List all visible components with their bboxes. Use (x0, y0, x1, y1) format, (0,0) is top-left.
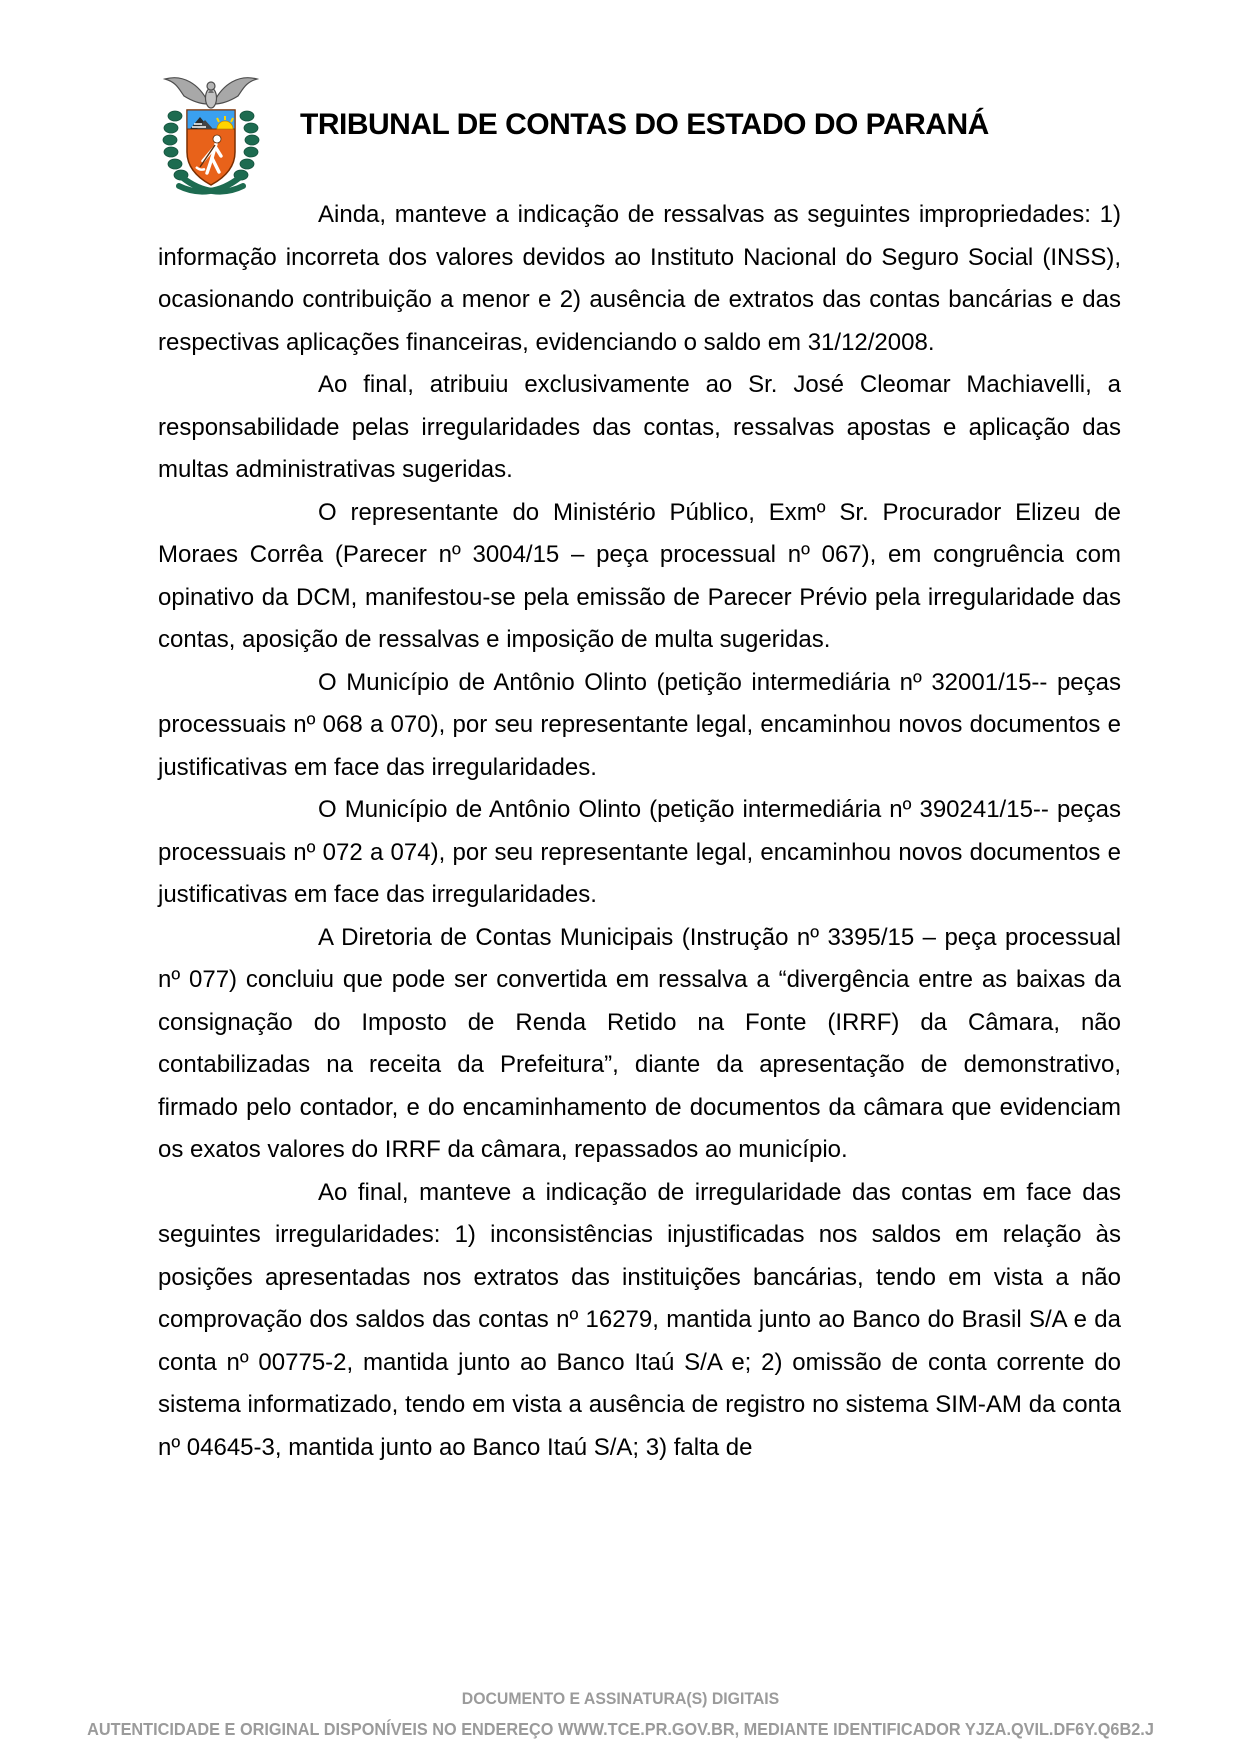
paragraph: Ainda, manteve a indicação de ressalvas as seguintes impropriedades: 1) informação incorreta dos valores devidos ao Instituto Nacional do Seguro Social (INSS), ocasionando contribuição a menor e 2) ausência de extratos das contas bancárias e das respectivas aplicações financeiras, evidenciando o saldo em 31/12/2008. (158, 201, 1121, 356)
page-title: TRIBUNAL DE CONTAS DO ESTADO DO PARANÁ (300, 108, 989, 141)
paragraph: Ao final, manteve a indicação de irregularidade das contas em face das seguintes irregularidades: 1) inconsistências injustificadas nos saldos em relação às posições apresentadas nos extratos das instituições bancárias, tendo em vista a não comprovação dos saldos das contas nº 16279, mantida junto ao Banco do Brasil S/A e da conta nº 00775-2, mantida junto ao Banco Itaú S/A e; 2) omissão de conta corrente do sistema informatizado, tendo em vista a ausência de registro no sistema SIM-AM da conta nº 04645-3, mantida junto ao Banco Itaú S/A; 3) falta de (158, 1178, 1121, 1461)
footer-line-digital-signature: DOCUMENTO E ASSINATURA(S) DIGITAIS (461, 1689, 780, 1708)
parana-coat-of-arms-logo (153, 72, 269, 204)
paragraph: Ao final, atribuiu exclusivamente ao Sr. José Cleomar Machiavelli, a responsabilidade pelas irregularidades das contas, ressalvas apostas e aplicação das multas administrativas sugeridas. (158, 371, 1121, 483)
paragraph: O Município de Antônio Olinto (petição intermediária nº 390241/15-- peças processuais nº 072 a 074), por seu representante legal, encaminhou novos documentos e justificativas em face das irregularidades. (158, 796, 1121, 908)
paragraph: A Diretoria de Contas Municipais (Instrução nº 3395/15 – peça processual nº 077) concluiu que pode ser convertida em ressalva a “divergência entre as baixas da consignação do Imposto de Renda Retido na Fonte (IRRF) da Câmara, não contabilizadas na receita da Prefeitura”, diante da apresentação de demonstrativo, firmado pelo contador, e do encaminhamento de documentos da câmara que evidenciam os exatos valores do IRRF da câmara, repassados ao município. (158, 923, 1121, 1163)
paragraph: O Município de Antônio Olinto (petição intermediária nº 32001/15-- peças processuais nº 068 a 070), por seu representante legal, encaminhou novos documentos e justificativas em face das irregularidades. (158, 668, 1121, 781)
parana-coat-of-arms-icon (153, 72, 269, 204)
footer-line-authenticity: AUTENTICIDADE E ORIGINAL DISPONÍVEIS NO ENDEREÇO WWW.TCE.PR.GOV.BR, MEDIANTE IDENTIFICADOR YJZA.QVIL.DF6Y.Q6B2.J (87, 1719, 1154, 1739)
document-footer (0, 1684, 1241, 1744)
document-body (158, 194, 1121, 1469)
paragraph: O representante do Ministério Público, Exmº Sr. Procurador Elizeu de Moraes Corrêa (Parecer nº 3004/15 – peça processual nº 067), em congruência com opinativo da DCM, manifestou-se pela emissão de Parecer Prévio pela irregularidade das contas, aposição de ressalvas e imposição de multa sugeridas. (158, 498, 1121, 653)
